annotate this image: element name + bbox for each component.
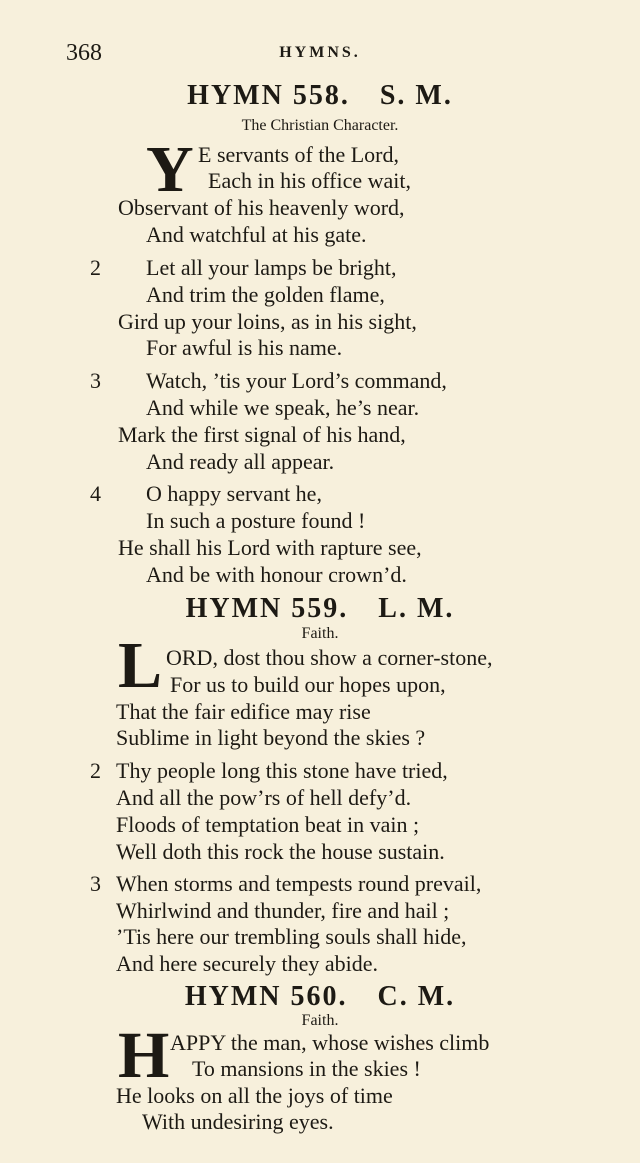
hymn-560-subtitle: Faith. [301, 1012, 339, 1029]
verse-line: He looks on all the joys of time [116, 1083, 393, 1108]
verse-line: Mark the first signal of his hand, [118, 422, 406, 447]
verse-line: And be with honour crown’d. [146, 562, 407, 587]
hymn-558-title [0, 80, 640, 112]
verse-line: APPY the man, whose wishes climb [170, 1030, 490, 1055]
verse-line: Sublime in light beyond the skies ? [116, 725, 426, 750]
verse-line: O happy servant he, [146, 481, 322, 506]
verse-line: In such a posture found ! [146, 508, 366, 533]
verse-line: When storms and tempests round prevail, [116, 871, 482, 896]
verse-line: To mansions in the skies ! [192, 1056, 421, 1081]
verse-line: Let all your lamps be bright, [146, 255, 397, 280]
verse-line: ’Tis here our trembling souls shall hide, [116, 924, 467, 949]
hymn-560-dropcap: H [118, 1019, 170, 1092]
verse-line: Each in his office wait, [208, 168, 412, 193]
page-number: 368 [66, 40, 102, 66]
hymn-560-number: HYMN 560. [184, 981, 348, 1012]
stanza-number: 3 [90, 871, 101, 896]
verse-line: With undesiring eyes. [142, 1109, 334, 1134]
verse-line: And trim the golden flame, [146, 282, 385, 307]
verse-line: Floods of temptation beat in vain ; [116, 812, 420, 837]
verse-line: And watchful at his gate. [146, 222, 367, 247]
verse-line: E servants of the Lord, [198, 142, 399, 167]
stanza-number: 2 [90, 758, 101, 783]
verse-line: And here securely they abide. [116, 951, 379, 976]
hymn-559-title [0, 593, 640, 625]
stanza-number: 3 [90, 368, 101, 393]
verse-line: And all the pow’rs of hell defy’d. [116, 785, 412, 810]
verse-line: That the fair edifice may rise [116, 699, 371, 724]
verse-line: Thy people long this stone have tried, [116, 758, 448, 783]
running-head: HYMNS. [279, 44, 361, 61]
hymn-559-number: HYMN 559. [185, 593, 349, 624]
hymn-559-dropcap: L [118, 629, 163, 702]
stanza-number: 4 [90, 481, 101, 506]
verse-line: Gird up your loins, as in his sight, [118, 309, 417, 334]
verse-line: Well doth this rock the house sustain. [116, 839, 445, 864]
hymn-559-meter: L. M. [378, 593, 455, 624]
verse-line: And ready all appear. [146, 449, 335, 474]
verse-line: ORD, dost thou show a corner-stone, [166, 645, 493, 670]
hymn-560-meter: C. M. [377, 981, 456, 1012]
hymn-558-subtitle: The Christian Character. [241, 117, 399, 134]
hymn-560-title [0, 981, 640, 1013]
verse-line: He shall his Lord with rapture see, [118, 535, 422, 560]
verse-line: And while we speak, he’s near. [146, 395, 420, 420]
hymn-558-dropcap: Y [146, 133, 194, 206]
stanza-number: 2 [90, 255, 101, 280]
hymn-559-subtitle: Faith. [301, 625, 339, 642]
verse-line: For us to build our hopes upon, [170, 672, 446, 697]
verse-line: Observant of his heavenly word, [118, 195, 405, 220]
verse-line: Whirlwind and thunder, fire and hail ; [116, 898, 450, 923]
verse-line: Watch, ’tis your Lord’s command, [146, 368, 447, 393]
hymn-558-meter: S. M. [379, 80, 453, 111]
hymn-558-number: HYMN 558. [187, 80, 350, 111]
verse-line: For awful is his name. [146, 335, 343, 360]
